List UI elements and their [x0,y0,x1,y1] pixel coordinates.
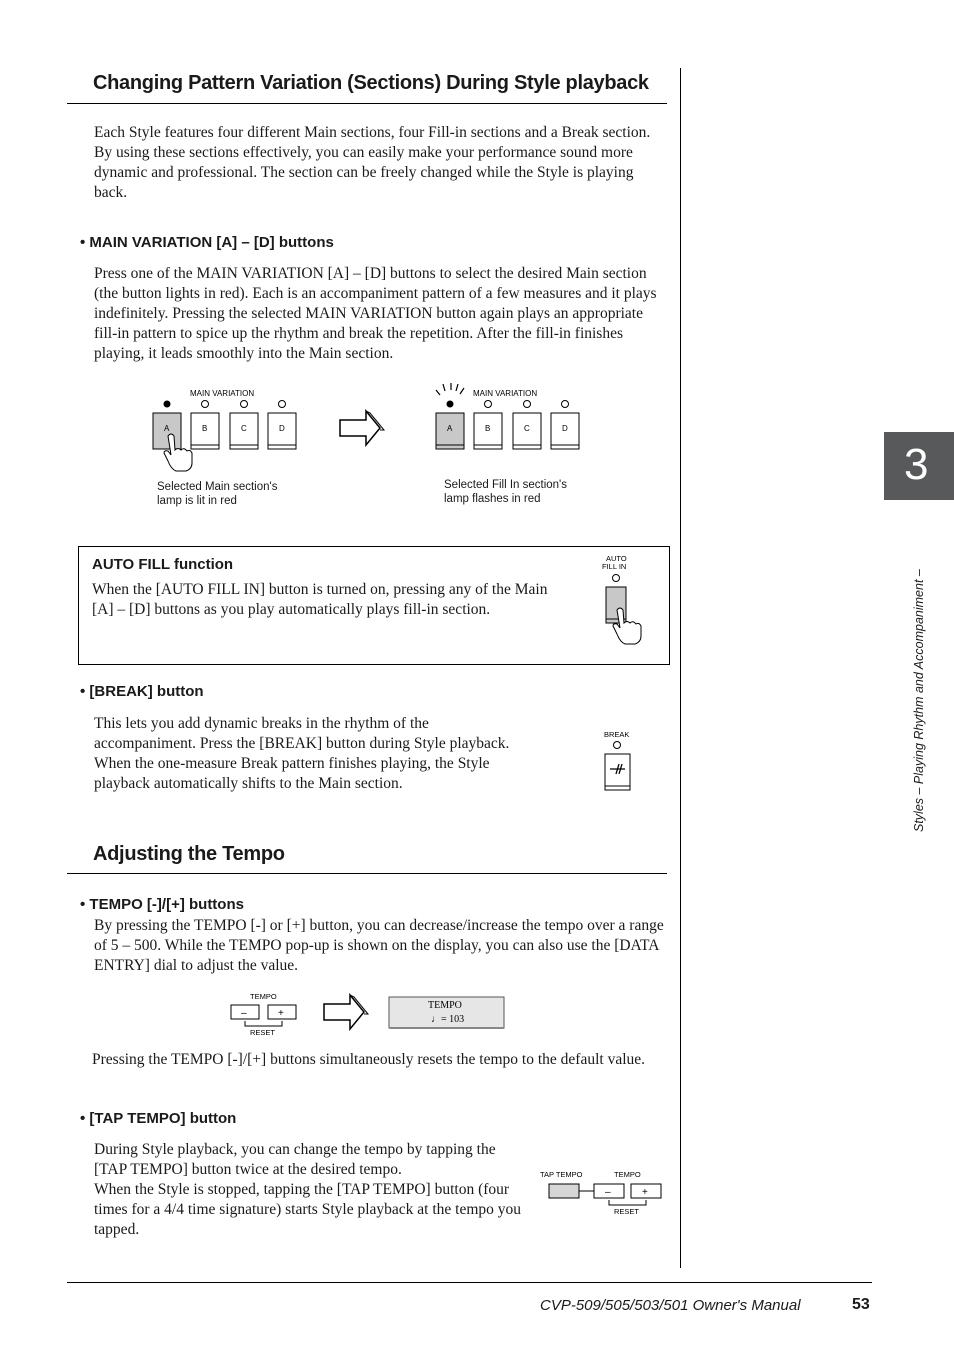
footer-manual-title: CVP-509/505/503/501 Owner's Manual [540,1297,801,1314]
auto-fill-label-line2: FILL IN [602,562,627,571]
tempo-minus-label: – [605,1187,611,1198]
chapter-title-vertical: Styles – Playing Rhythm and Accompaniment – [912,569,926,832]
tempo-heading: • TEMPO [-]/[+] buttons [80,896,244,913]
page-number: 53 [852,1296,870,1313]
tempo-display-value: ♩= 103 [431,1014,465,1025]
tap-tempo-illustration [536,1166,668,1218]
tap-tempo-paragraph-1: During Style playback, you can change the tempo by tapping the [TAP TEMPO] button twice at the desired tempo. [94,1141,496,1178]
reset-label: RESET [250,1028,276,1037]
arrow-right-icon [340,411,380,445]
tempo-reset-paragraph: Pressing the TEMPO [-]/[+] buttons simultaneously resets the tempo to the default value. [92,1051,646,1068]
button-b-label: B [485,424,491,433]
section-title-rule [67,873,667,874]
tap-tempo-heading: • [TAP TEMPO] button [80,1110,237,1127]
arrow-right-icon [324,995,364,1029]
tempo-label: TEMPO [250,992,277,1001]
tempo-plus-label: + [642,1187,648,1198]
tap-tempo-paragraph-2: When the Style is stopped, tapping the [TAP TEMPO] button (four times for a 4/4 time signature) starts Style playback at the tempo you tapped. [94,1181,522,1238]
main-variation-paragraph: Press one of the MAIN VARIATION [A] – [D] buttons to select the desired Main section (the button lights in red). Each is an accompaniment pattern of a few measures and it plays indefinitely. Pressing the selected MAIN VARIATION button again plays an appropriate fill-in pattern to spice up the rhythm and break the repetition. After the fill-in finishes playing, it leads smoothly into the Main section. [94,265,657,362]
break-heading: • [BREAK] button [80,683,204,700]
main-variation-panel-before [153,389,296,471]
section-title-rule [67,103,667,104]
intro-paragraph: Each Style features four different Main sections, four Fill-in sections and a Break section. By using these sections effectively, you can easily make your performance sound more dynamic and professional. The section can be freely changed while the Style is playing back. [94,124,651,201]
caption-fill-lamp: Selected Fill In section's lamp flashes in red [444,479,568,505]
auto-fill-text: When the [AUTO FILL IN] button is turned on, pressing any of the Main [A] – [D] buttons as you play automatically plays fill-in section. [92,581,548,618]
footer-rule [67,1282,872,1283]
caption-main-lamp: Selected Main section's lamp is lit in red [157,481,278,507]
reset-label: RESET [614,1207,640,1216]
button-d-label: D [562,424,568,433]
break-paragraph: This lets you add dynamic breaks in the rhythm of the accompaniment. Press the [BREAK] button during Style playback. When the one-measure Break pattern finishes playing, the Style playback automatically shifts to the Main section. [94,715,510,792]
button-a-label: A [447,424,453,433]
button-c-label: C [241,424,247,433]
auto-fill-box [78,546,670,665]
button-b-label: B [202,424,208,433]
tempo-illustration [226,988,516,1040]
button-d-label: D [279,424,285,433]
main-variation-heading: • MAIN VARIATION [A] – [D] buttons [80,234,334,251]
tap-tempo-label: TAP TEMPO [540,1170,583,1179]
section-title: Adjusting the Tempo [93,843,285,865]
panel-label: MAIN VARIATION [473,389,538,398]
chapter-number: 3 [904,440,929,489]
chapter-tab [884,432,954,500]
panel-label: MAIN VARIATION [190,389,255,398]
flashing-lamp-icon [436,383,464,395]
main-variation-panel-after [436,383,579,449]
section-title: Changing Pattern Variation (Sections) During Style playback [93,72,649,94]
break-label: BREAK [604,730,630,739]
tempo-paragraph: By pressing the TEMPO [-] or [+] button, you can decrease/increase the tempo over a range of 5 – 500. While the TEMPO pop-up is shown on the display, you can also use the [DATA ENTRY] dial to adjust the value. [94,917,664,974]
button-c-label: C [524,424,530,433]
column-divider [680,68,681,1268]
tempo-minus-label: – [241,1008,247,1019]
tempo-label: TEMPO [614,1170,641,1179]
button-a-label: A [164,424,170,433]
tempo-display-title: TEMPO [428,1000,462,1011]
auto-fill-label-line1: AUTO [606,554,627,563]
auto-fill-button-illustration [591,552,661,647]
tempo-plus-label: + [278,1008,284,1019]
pointing-hand-icon [613,608,641,644]
auto-fill-title: AUTO FILL function [92,556,234,573]
break-button-illustration [598,727,638,795]
